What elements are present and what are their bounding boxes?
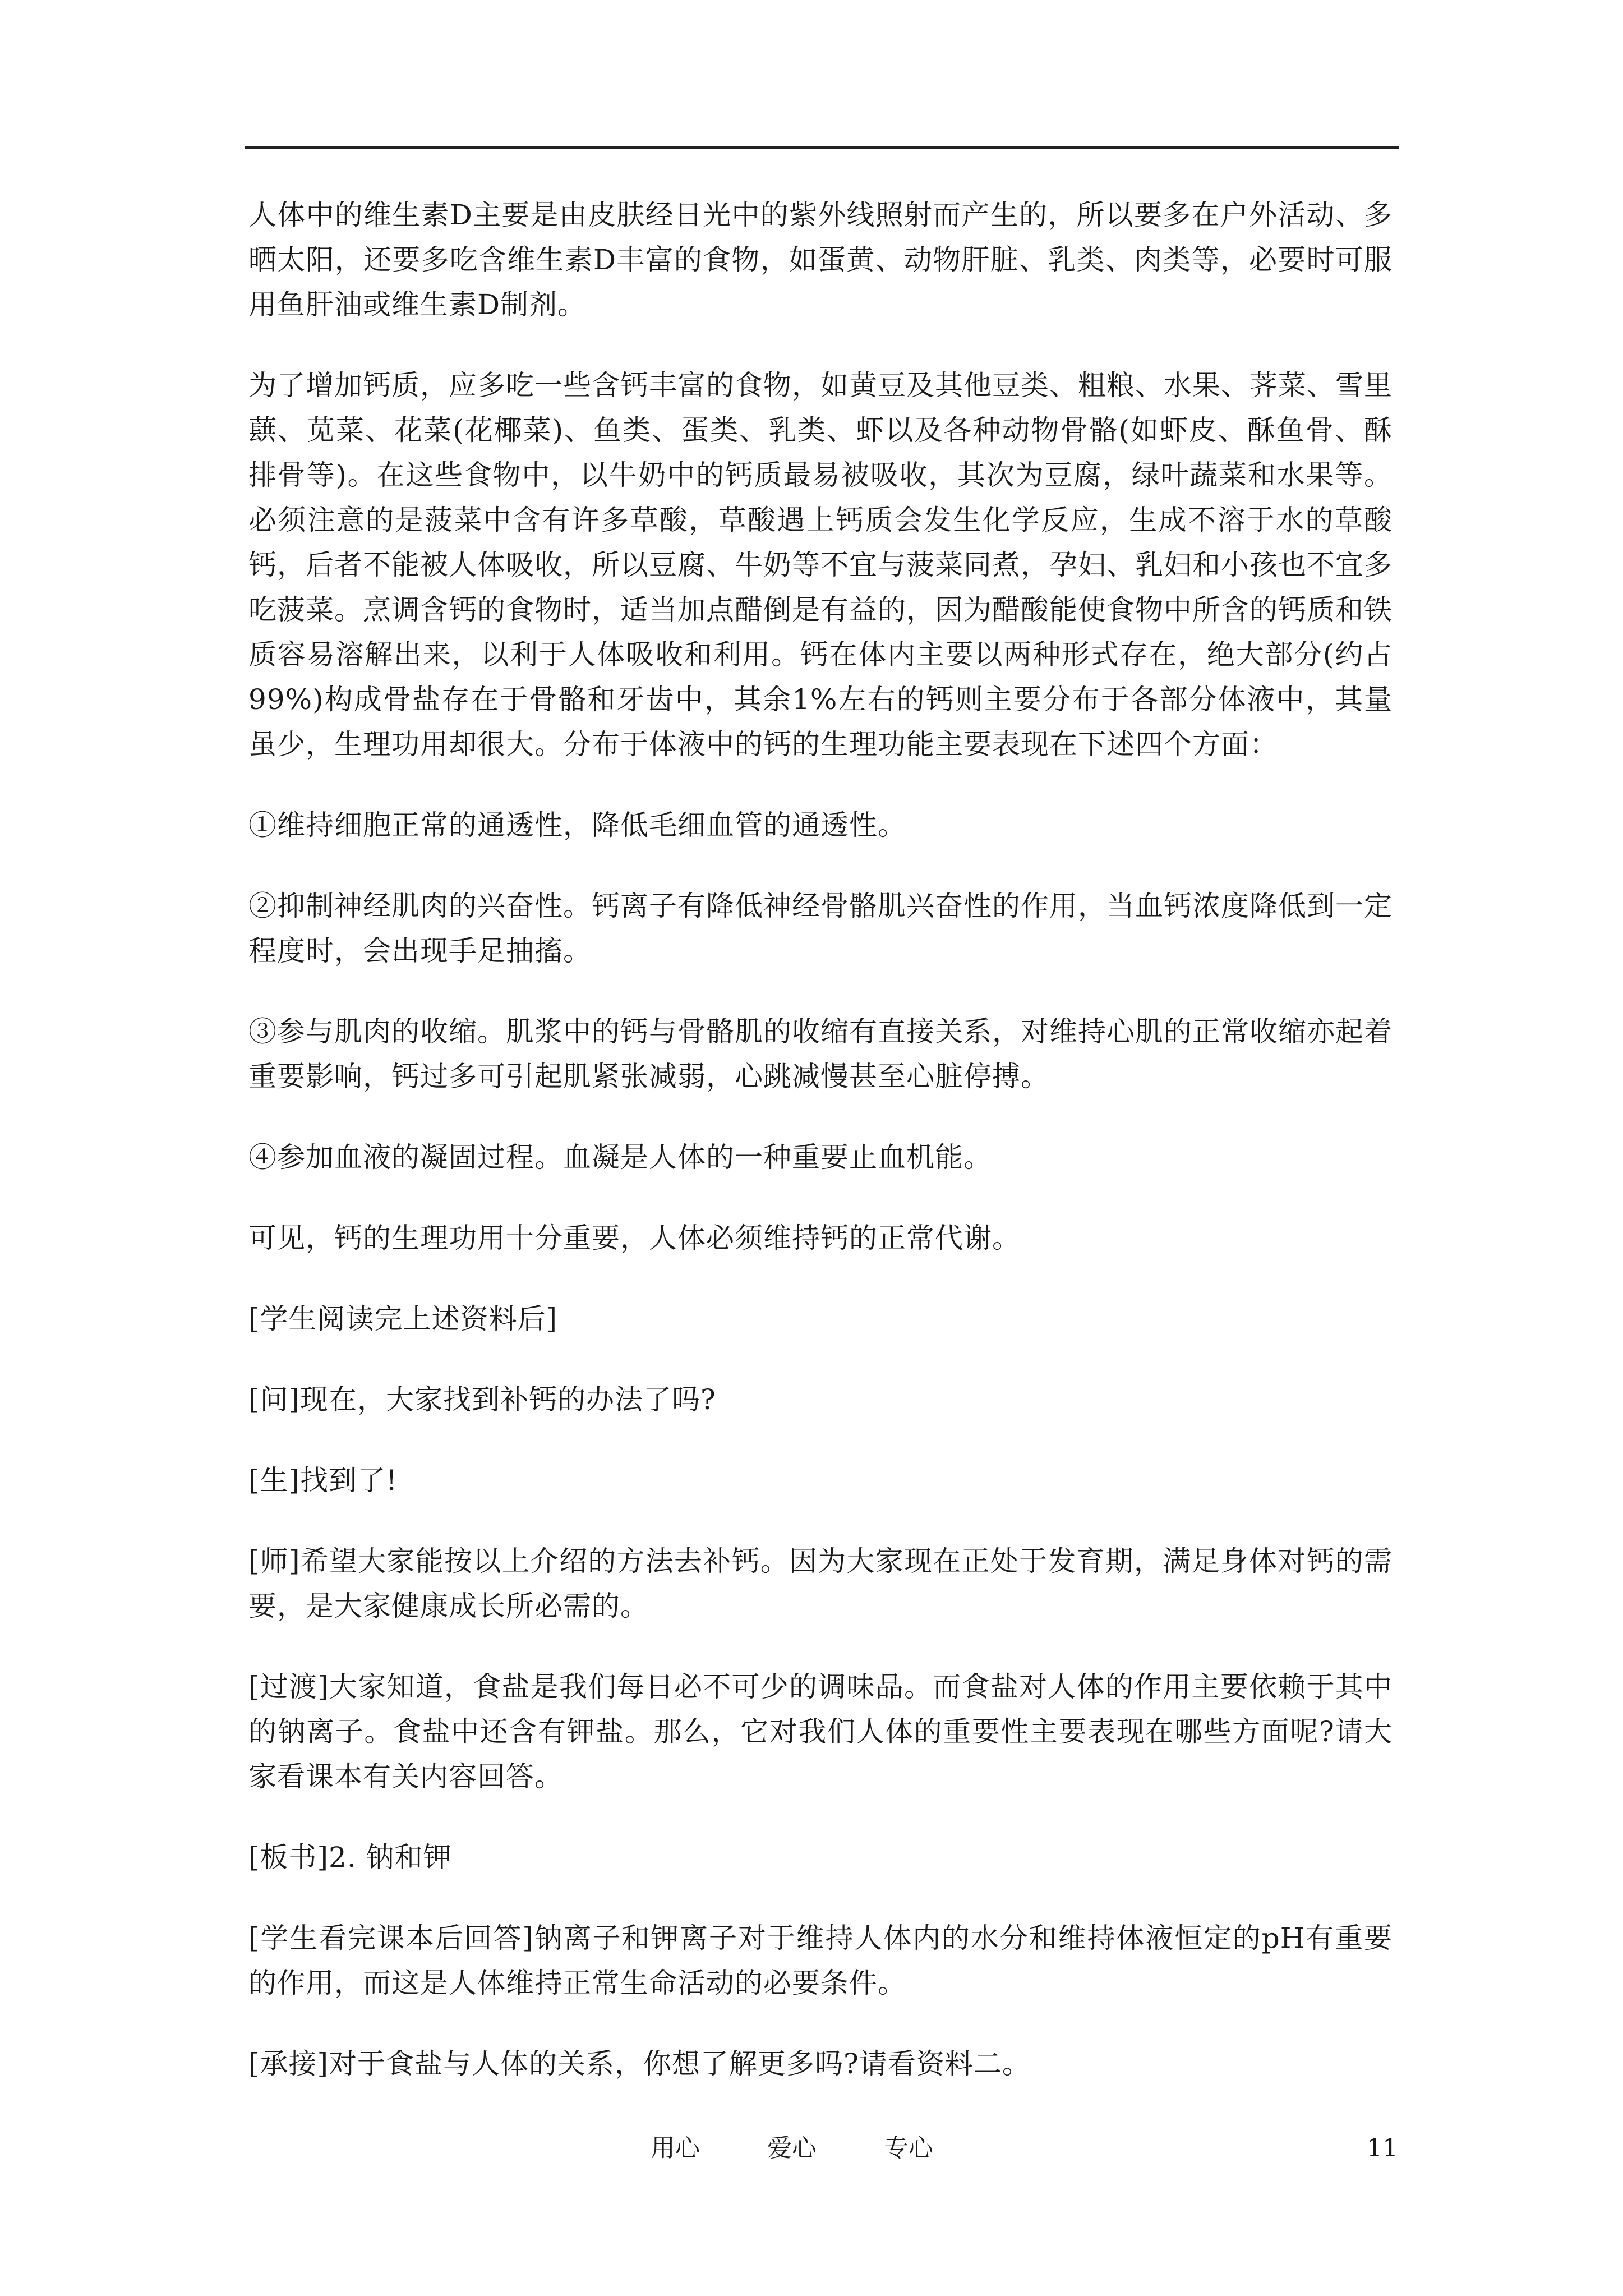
paragraph-transition: [过渡]大家知道，食盐是我们每日必不可少的调味品。而食盐对人体的作用主要依赖于其中的钠离子。食盐中还含有钾盐。那么，它对我们人体的重要性主要表现在哪些方面呢?请大家看课本有关内容回答。 (248, 1671, 1393, 1793)
footer-motto-word: 专心 (884, 2134, 933, 2162)
paragraph-function-1: ①维持细胞正常的通透性，降低毛细血管的通透性。 (248, 809, 906, 841)
paragraph-calcium-foods: 为了增加钙质，应多吃一些含钙丰富的食物，如黄豆及其他豆类、粗粮、水果、荠菜、雪里蕻、苋菜、花菜(花椰菜)、鱼类、蛋类、乳类、虾以及各种动物骨骼(如虾皮、酥鱼骨、酥排骨等)。在这些食物中，以牛奶中的钙质最易被吸收，其次为豆腐，绿叶蔬菜和水果等。必须注意的是菠菜中含有许多草酸，草酸遇上钙质会发生化学反应，生成不溶于水的草酸钙，后者不能被人体吸收，所以豆腐、牛奶等不宜与菠菜同煮，孕妇、乳妇和小孩也不宜多吃菠菜。烹调含钙的食物时，适当加点醋倒是有益的，因为醋酸能使食物中所含的钙质和铁质容易溶解出来，以利于人体吸收和利用。钙在体内主要以两种形式存在，绝大部分(约占99%)构成骨盐存在于骨骼和牙齿中，其余1%左右的钙则主要分布于各部分体液中，其量虽少，生理功用却很大。分布于体液中的钙的生理功能主要表现在下述四个方面： (248, 369, 1393, 761)
paragraph-teacher: [师]希望大家能按以上介绍的方法去补钙。因为大家现在正处于发育期，满足身体对钙的需要，是大家健康成长所必需的。 (248, 1545, 1393, 1622)
paragraph-student-reply: [学生看完课本后回答]钠离子和钾离子对于维持人体内的水分和维持体液恒定的pH有重要的作用，而这是人体维持正常生命活动的必要条件。 (248, 1922, 1393, 1999)
footer-motto (651, 2129, 933, 2168)
paragraph-question: [问]现在，大家找到补钙的办法了吗? (248, 1383, 716, 1416)
page-footer (0, 2129, 1623, 2168)
paragraph-board-heading: [板书]2. 钠和钾 (248, 1841, 452, 1874)
header-rule (245, 146, 1399, 149)
paragraph-student-reading: [学生阅读完上述资料后] (248, 1303, 558, 1335)
footer-motto-word: 用心 (651, 2134, 700, 2162)
paragraph-function-3: ③参与肌肉的收缩。肌浆中的钙与骨骼肌的收缩有直接关系，对维持心肌的正常收缩亦起着重要影响，钙过多可引起肌紧张减弱，心跳减慢甚至心脏停搏。 (248, 1015, 1393, 1093)
body-text (248, 192, 1393, 2122)
paragraph-summary: 可见，钙的生理功用十分重要，人体必须维持钙的正常代谢。 (248, 1222, 1021, 1254)
paragraph-student-answer: [生]找到了! (248, 1464, 398, 1497)
paragraph-function-4: ④参加血液的凝固过程。血凝是人体的一种重要止血机能。 (248, 1141, 992, 1174)
paragraph-function-2: ②抑制神经肌肉的兴奋性。钙离子有降低神经骨骼肌兴奋性的作用，当血钙浓度降低到一定程度时，会出现手足抽搐。 (248, 890, 1393, 967)
footer-motto-word: 爱心 (767, 2134, 817, 2162)
paragraph-follow-up: [承接]对于食盐与人体的关系，你想了解更多吗?请看资料二。 (248, 2047, 1031, 2080)
page-number: 11 (1367, 2134, 1398, 2162)
paragraph-vitamin-d: 人体中的维生素D主要是由皮肤经日光中的紫外线照射而产生的，所以要多在户外活动、多晒太阳，还要多吃含维生素D丰富的食物，如蛋黄、动物肝脏、乳类、肉类等，必要时可服用鱼肝油或维生素D制剂。 (248, 199, 1393, 321)
